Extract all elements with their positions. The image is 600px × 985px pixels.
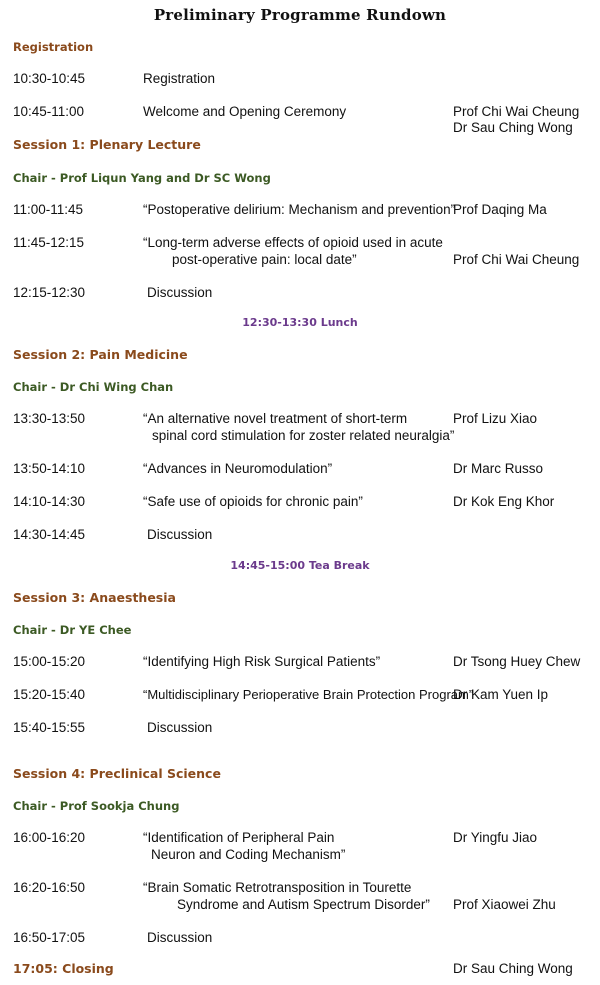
talk-title: “Postoperative delirium: Mechanism and prevention” — [143, 202, 456, 217]
time-slot: 10:30-10:45 — [13, 71, 86, 86]
time-slot: 16:50-17:05 — [13, 930, 86, 945]
speaker: Prof Daqing Ma — [453, 202, 547, 217]
talk-title: Registration — [143, 71, 216, 86]
talk-title: “An alternative novel treatment of short-term — [143, 411, 408, 426]
talk-title: “Identifying High Risk Surgical Patients” — [143, 654, 381, 669]
speaker: Dr Sau Ching Wong — [453, 961, 573, 976]
speaker: Dr Marc Russo — [453, 461, 544, 476]
time-slot: 11:45-12:15 — [13, 235, 85, 250]
registration-heading: Registration — [13, 40, 94, 54]
time-slot: 13:30-13:50 — [13, 411, 86, 426]
session-chair: Chair - Prof Sookja Chung — [13, 799, 180, 813]
page-title: Preliminary Programme Rundown — [153, 6, 447, 24]
time-slot: 13:50-14:10 — [13, 461, 86, 476]
talk-title: “Identification of Peripheral Pain — [143, 830, 335, 845]
talk-title: Discussion — [147, 720, 213, 735]
speaker: Dr Kok Eng Khor — [453, 494, 555, 509]
speaker: Prof Chi Wai Cheung — [453, 252, 580, 267]
talk-title-line2: Syndrome and Autism Spectrum Disorder” — [177, 897, 430, 912]
time-slot: 14:10-14:30 — [13, 494, 86, 509]
time-slot: 16:00-16:20 — [13, 830, 86, 845]
time-slot: 15:40-15:55 — [13, 720, 86, 735]
talk-title: “Multidisciplinary Perioperative Brain Protection Program” — [143, 687, 474, 702]
speaker: Dr Tsong Huey Chew — [453, 654, 581, 669]
talk-title: Discussion — [147, 285, 213, 300]
session-heading: Session 3: Anaesthesia — [13, 590, 176, 605]
session-heading: Session 2: Pain Medicine — [13, 347, 188, 362]
talk-title: “Brain Somatic Retrotransposition in Tourette — [143, 880, 412, 895]
talk-title-line2: spinal cord stimulation for zoster related neuralgia” — [152, 428, 455, 443]
session-chair: Chair - Dr Chi Wing Chan — [13, 380, 174, 394]
talk-title: “Safe use of opioids for chronic pain” — [143, 494, 363, 509]
speaker: Dr Yingfu Jiao — [453, 830, 538, 845]
talk-title-line2: post-operative pain: local date” — [172, 252, 357, 267]
time-slot: 11:00-11:45 — [13, 202, 84, 217]
speaker — [453, 104, 579, 136]
lunch-break: 12:30-13:30 Lunch — [242, 316, 358, 329]
talk-title: Discussion — [147, 930, 213, 945]
talk-title: “Advances in Neuromodulation” — [143, 461, 333, 476]
time-slot: 10:45-11:00 — [13, 104, 85, 119]
time-slot: 12:15-12:30 — [13, 285, 86, 300]
session-chair: Chair - Dr YE Chee — [13, 623, 132, 637]
speaker: Dr Kam Yuen Ip — [453, 687, 549, 702]
time-slot: 16:20-16:50 — [13, 880, 86, 895]
speaker: Prof Lizu Xiao — [453, 411, 538, 426]
talk-title-line2: Neuron and Coding Mechanism” — [151, 847, 346, 862]
time-slot: 15:20-15:40 — [13, 687, 86, 702]
session-chair: Chair - Prof Liqun Yang and Dr SC Wong — [13, 171, 271, 185]
speaker-name: Dr Sau Ching Wong — [453, 120, 573, 135]
talk-title: Discussion — [147, 527, 213, 542]
time-slot: 14:30-14:45 — [13, 527, 86, 542]
speaker-name: Prof Chi Wai Cheung — [453, 104, 580, 119]
talk-title: “Long-term adverse effects of opioid used in acute — [143, 235, 443, 250]
session-heading: Session 4: Preclinical Science — [13, 766, 221, 781]
time-slot: 15:00-15:20 — [13, 654, 86, 669]
speaker: Prof Xiaowei Zhu — [453, 897, 556, 912]
session-heading: Session 1: Plenary Lecture — [13, 137, 201, 152]
tea-break: 14:45-15:00 Tea Break — [230, 559, 370, 572]
closing-heading: 17:05: Closing — [13, 961, 114, 976]
talk-title: Welcome and Opening Ceremony — [143, 104, 347, 119]
